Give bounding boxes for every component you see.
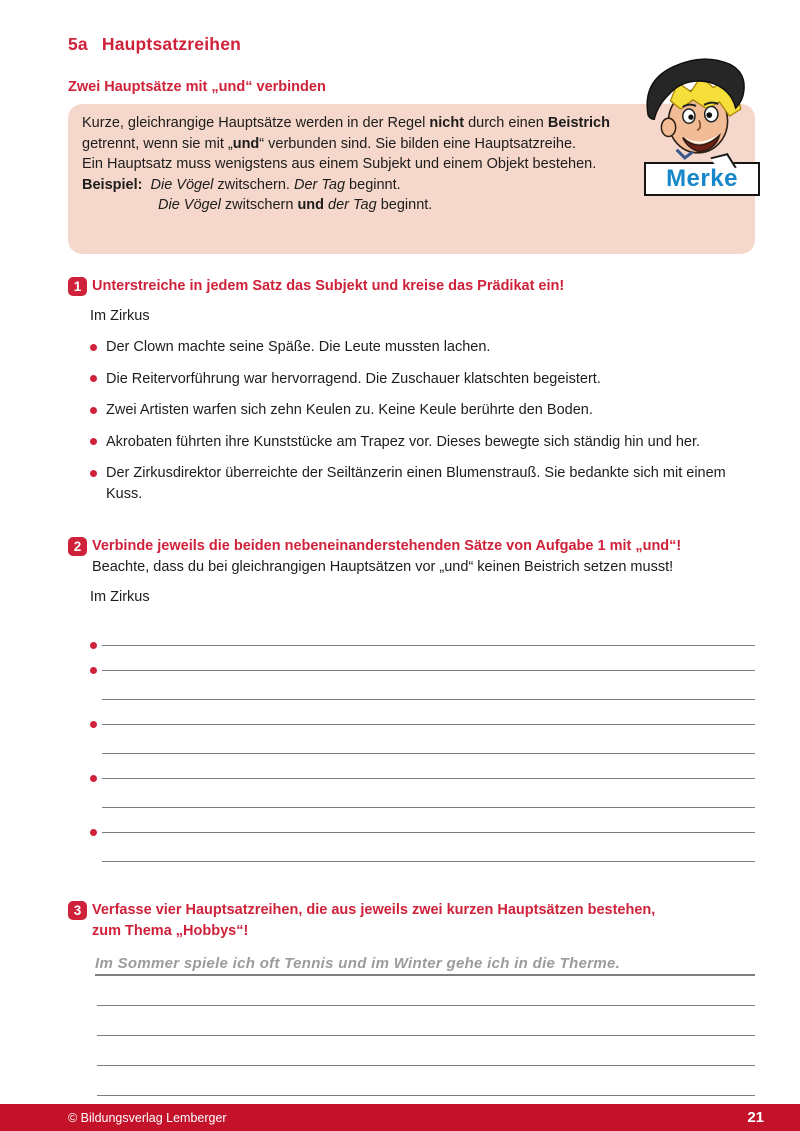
exercise2-answer-area <box>90 624 755 864</box>
exercise1-header <box>68 276 755 297</box>
answer-line[interactable] <box>97 1066 755 1096</box>
answer-row <box>90 732 755 756</box>
bullet-icon <box>90 775 97 782</box>
bullet-icon <box>90 642 97 649</box>
answer-row <box>90 840 755 864</box>
exercise2-intro: Im Zirkus <box>90 589 150 605</box>
exercise3-answer-area <box>97 976 755 1096</box>
list-item <box>90 369 750 390</box>
answer-line[interactable] <box>102 807 755 808</box>
answer-row <box>90 703 755 727</box>
list-item <box>90 463 750 505</box>
page-number: 21 <box>747 1109 764 1126</box>
exercise3-title-line: zum Thema „Hobbys“! <box>92 923 249 939</box>
answer-line[interactable] <box>102 861 755 862</box>
exercise2-note: Beachte, dass du bei gleichrangigen Hauptsätzen vor „und“ keinen Beistrich setzen musst! <box>92 559 674 575</box>
section-subtitle: Zwei Hauptsätze mit „und“ verbinden <box>68 79 326 95</box>
merke-text-line: Ein Hauptsatz muss wenigstens aus einem Subjekt und einem Objekt bestehen. <box>82 156 597 173</box>
exercise1-sentence-list <box>90 337 755 505</box>
mascot-boy-icon <box>640 56 752 160</box>
answer-line[interactable] <box>97 1006 755 1036</box>
exercise1-number-badge: 1 <box>68 277 87 296</box>
sentence-text: Die Reitervorführung war hervorragend. Die Zuschauer klatschten begeistert. <box>106 370 601 387</box>
answer-line[interactable] <box>102 645 755 646</box>
answer-group <box>90 811 755 864</box>
list-item <box>90 337 750 358</box>
answer-line[interactable] <box>102 699 755 700</box>
merke-mascot <box>634 56 766 202</box>
answer-line[interactable] <box>97 976 755 1006</box>
bullet-icon <box>90 344 97 351</box>
answer-row <box>90 757 755 781</box>
answer-line[interactable] <box>102 832 755 833</box>
list-item <box>90 432 750 453</box>
bullet-icon <box>90 407 97 414</box>
answer-row <box>90 786 755 810</box>
merke-text-line: Die Vögel zwitschern und der Tag beginnt. <box>158 197 433 214</box>
sentence-text: Zwei Artisten warfen sich zehn Keulen zu. Keine Keule berührte den Boden. <box>106 402 593 418</box>
answer-row <box>90 811 755 835</box>
exercise-1 <box>68 276 755 505</box>
example-sentence: Im Sommer spiele ich oft Tennis und im Winter gehe ich in die Therme. <box>95 955 621 972</box>
list-item <box>90 400 750 421</box>
exercise2-header <box>68 536 755 578</box>
exercise3-title-line: Verfasse vier Hauptsatzreihen, die aus jeweils zwei kurzen Hauptsätzen bestehen, <box>92 902 656 918</box>
exercise1-intro: Im Zirkus <box>90 308 150 324</box>
answer-line[interactable] <box>102 724 755 725</box>
merke-label: Merke <box>666 165 738 192</box>
answer-row <box>90 624 755 648</box>
answer-line[interactable] <box>102 753 755 754</box>
answer-line[interactable] <box>97 1036 755 1066</box>
answer-row <box>90 649 755 673</box>
exercise2-title: Verbinde jeweils die beiden nebeneinanderstehenden Sätze von Aufgabe 1 mit „und“! <box>92 538 682 554</box>
bullet-icon <box>90 438 97 445</box>
answer-group <box>90 624 755 648</box>
sentence-text: Der Clown machte seine Späße. Die Leute mussten lachen. <box>106 339 491 355</box>
example-line <box>95 955 755 976</box>
merke-text-line: Beispiel: Die Vögel zwitschern. Der Tag beginnt. <box>82 176 401 193</box>
page-title <box>68 34 755 55</box>
answer-line[interactable] <box>102 670 755 671</box>
bullet-icon <box>90 375 97 382</box>
exercise1-title: Unterstreiche in jedem Satz das Subjekt und kreise das Prädikat ein! <box>92 278 565 294</box>
answer-row <box>90 678 755 702</box>
answer-group <box>90 757 755 810</box>
answer-line[interactable] <box>102 778 755 779</box>
bullet-icon <box>90 829 97 836</box>
sentence-text: Akrobaten führten ihre Kunststücke am Trapez vor. Dieses bewegte sich ständig hin und her. <box>106 433 701 450</box>
exercise3-number-badge: 3 <box>68 901 87 920</box>
sentence-text: Der Zirkusdirektor überreichte der Seiltänzerin einen Blumenstrauß. Sie bedankte sich mit einem Kuss. <box>106 465 726 502</box>
merke-text-line: Kurze, gleichrangige Hauptsätze werden in der Regel nicht durch einen Beistrich getrennt, wenn sie mit „und“ verbunden sind. Sie bilden eine Hauptsatzreihe. <box>82 115 610 152</box>
exercise-3 <box>68 900 755 1096</box>
copyright-text: © Bildungsverlag Lemberger <box>68 1110 227 1125</box>
chapter-number: 5a <box>68 34 88 54</box>
answer-group <box>90 703 755 756</box>
exercise3-header <box>68 900 755 942</box>
bullet-icon <box>90 721 97 728</box>
page-footer <box>0 1104 800 1131</box>
bullet-icon <box>90 470 97 477</box>
exercise2-number-badge: 2 <box>68 537 87 556</box>
chapter-title: Hauptsatzreihen <box>101 34 242 54</box>
merke-speech-bubble <box>644 162 760 196</box>
bullet-icon <box>90 667 97 674</box>
exercise-2 <box>68 536 755 864</box>
answer-group <box>90 649 755 702</box>
